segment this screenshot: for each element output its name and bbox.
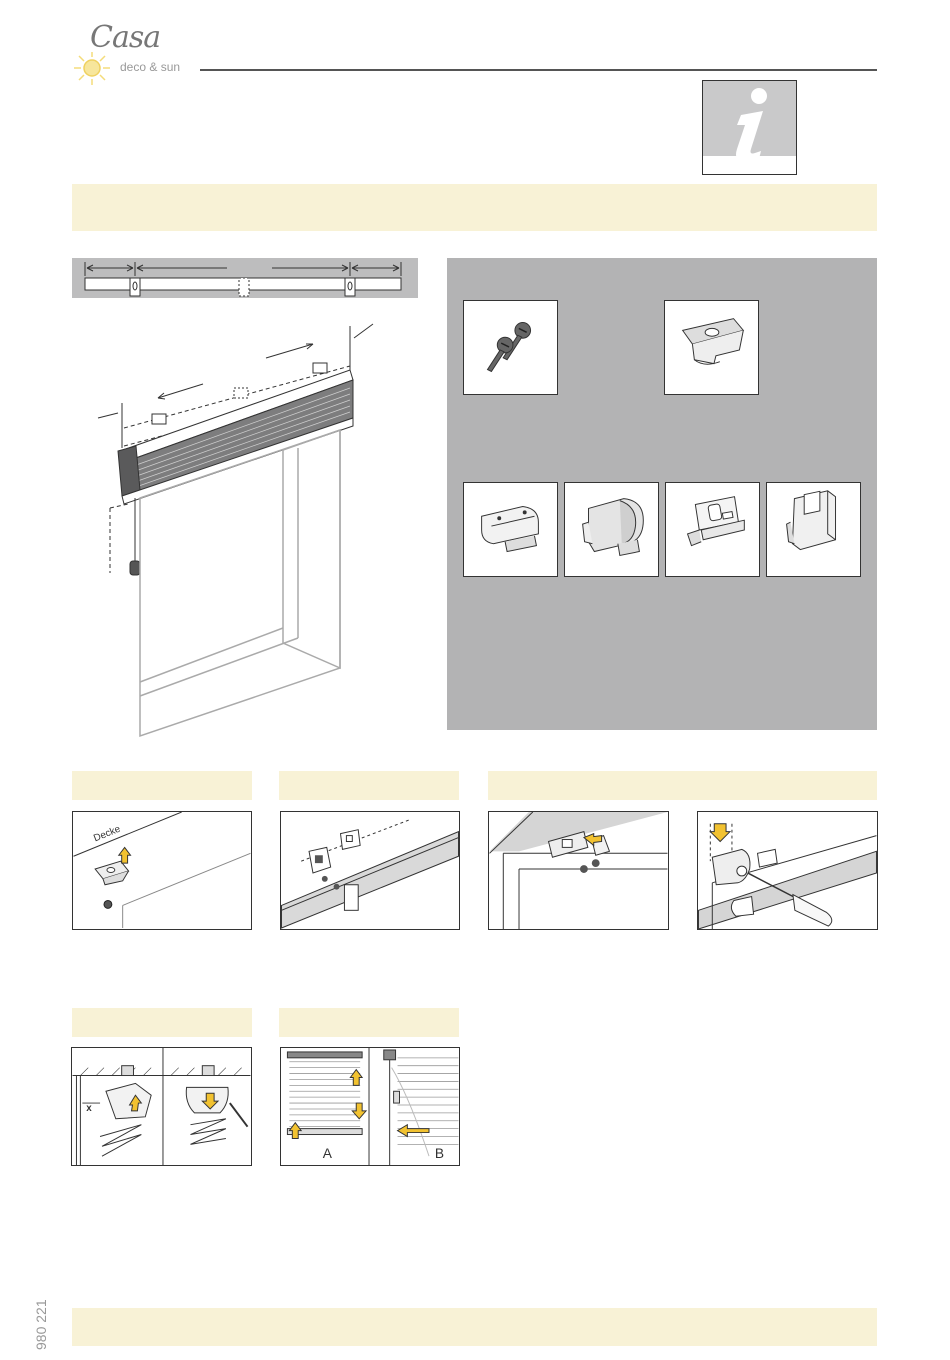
step-ceiling-mount [72,811,252,930]
article-number: 980 221 [33,1299,49,1350]
part-screws [463,300,558,395]
ceiling-label: Decke [92,823,123,845]
rail-dimension-strip [72,258,418,298]
window-overview-drawing [88,318,388,738]
logo-tagline: deco & sun [120,60,181,74]
step-fasten-end-cap [697,811,878,930]
step-band-3 [488,771,877,800]
part-end-cap-round [564,482,659,577]
step-band-5 [279,1008,459,1037]
step-wall-mount [280,811,460,930]
part-wall-bracket [665,482,760,577]
label-b: B [434,1146,445,1162]
label-a: A [322,1146,332,1162]
wall-bracket-icon [666,483,759,576]
info-icon [703,81,796,174]
end-cap-flat-icon [464,483,557,576]
end-cap-round-icon [565,483,658,576]
logo [68,18,198,88]
part-end-cap-flat [463,482,558,577]
info-box [702,80,797,175]
mounting-clip-icon [665,301,758,394]
step-clip-in [71,1047,252,1166]
title-band [72,184,877,231]
step-band-2 [279,771,459,800]
parts-panel [447,258,877,730]
part-mounting-clip [664,300,759,395]
header-rule [200,69,877,71]
dimension-x-label: x [86,1102,92,1114]
end-cap-square-icon [767,483,860,576]
step-operate-blind [280,1047,460,1166]
step-band-1 [72,771,252,800]
logo-brand: Casa [90,20,161,55]
footer-band [72,1308,877,1346]
screws-icon [464,301,557,394]
part-end-cap-square [766,482,861,577]
step-band-4 [72,1008,252,1037]
step-recess-mount [488,811,669,930]
